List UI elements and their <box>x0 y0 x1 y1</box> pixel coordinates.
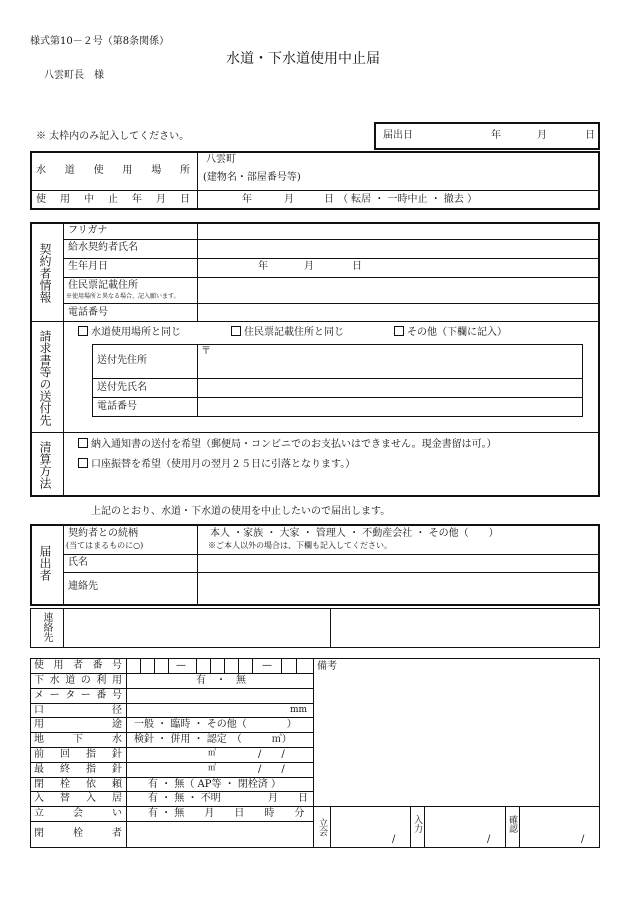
stop-month-label: 月 <box>284 194 294 205</box>
column-divider <box>126 658 127 848</box>
diameter-unit: mm <box>290 705 308 715</box>
checkbox[interactable] <box>394 326 404 336</box>
liaison-block <box>30 608 600 648</box>
prev-reading-label: 前 回 指 針 <box>34 749 122 760</box>
relation-warning: ※ご本人以外の場合は、下欄も記入してください。 <box>208 541 392 550</box>
billing-option-other[interactable]: その他（下欄に記入） <box>394 326 507 338</box>
row-divider <box>30 806 600 807</box>
row-divider <box>30 717 313 718</box>
prev-reading-date: / / <box>258 749 285 760</box>
submission-month-label: 月 <box>537 130 547 141</box>
building-note: (建物名・部屋番号等) <box>203 172 301 183</box>
purpose-value[interactable]: 一般 ・ 臨時 ・ その他（ ） <box>134 719 297 730</box>
section-divider <box>30 432 600 433</box>
statement-text: 上記のとおり、水道・下水道の使用を中止したいので届出します。 <box>91 506 391 517</box>
dest-phone-label: 電話番号 <box>97 401 137 412</box>
filer-contact-input[interactable] <box>199 574 597 604</box>
sewer-value[interactable]: 有 ・ 無 <box>196 675 246 686</box>
closing-request-value[interactable]: 有 ・ 無（ AP等 ・ 閉栓済 ） <box>148 779 282 790</box>
dest-phone-input[interactable] <box>199 399 580 415</box>
row-divider <box>63 572 600 573</box>
payment-option-invoice[interactable]: 納入通知書の送付を希望（郵便局・コンビニでのお支払いはできません。現金書留は可。） <box>78 438 497 450</box>
label-column-divider <box>63 608 64 648</box>
stamp-divider <box>330 806 331 848</box>
payment-section-label: 清算方法 <box>38 441 52 489</box>
row-divider <box>30 673 313 674</box>
user-number-dash: — <box>262 660 272 671</box>
user-number-label: 使 用 者 番 号 <box>34 660 122 671</box>
stamp-slash: / <box>581 834 585 845</box>
dest-name-input[interactable] <box>199 380 580 396</box>
stop-date-label: 使 用 中 止 年 月 日 <box>36 194 190 205</box>
row-divider <box>30 732 313 733</box>
dest-address-label: 送付先住所 <box>97 355 147 366</box>
filer-section-label: 届出者 <box>38 545 52 581</box>
final-reading-label: 最 終 指 針 <box>34 764 122 775</box>
stop-reason-options[interactable]: （ 転居 ・ 一時中止 ・ 撤去 ） <box>338 194 478 205</box>
location-label: 水 道 使 用 場 所 <box>36 165 190 176</box>
closing-request-label: 閉 栓 依 頼 <box>34 779 122 790</box>
digit-cell-divider <box>196 658 197 673</box>
billing-section-label: 請求書等の送付先 <box>38 330 52 426</box>
birth-year-label: 年 <box>258 261 268 272</box>
stop-day-label: 日 <box>324 194 334 205</box>
furigana-label: フリガナ <box>68 225 108 236</box>
submission-day-label: 日 <box>585 130 595 141</box>
relation-note: (当てはまるものに○) <box>66 541 144 550</box>
row-divider <box>63 554 600 555</box>
checkbox[interactable] <box>78 326 88 336</box>
contract-name-label: 給水契約者氏名 <box>68 242 138 253</box>
digit-cell-divider <box>210 658 211 673</box>
remarks-label: 備考 <box>317 661 337 672</box>
closer-label: 閉 栓 者 <box>34 828 122 839</box>
town-name: 八雲町 <box>206 154 236 165</box>
row-divider <box>92 378 583 379</box>
building-input[interactable] <box>320 170 596 188</box>
checkbox[interactable] <box>231 326 241 336</box>
row-divider <box>30 821 313 822</box>
row-divider <box>63 277 600 278</box>
digit-cell-divider <box>252 658 253 673</box>
phone-input[interactable] <box>199 305 597 320</box>
stamp-witness-label: 立会 <box>317 818 327 836</box>
dest-name-label: 送付先氏名 <box>97 382 147 393</box>
move-in-value[interactable]: 有 ・ 無 ・ 不明 <box>148 793 221 804</box>
move-in-label: 入 替 入 居 <box>34 793 122 804</box>
relation-options[interactable]: 本人 ・家族 ・ 大家 ・ 管理人 ・ 不動産会社 ・ その他（ ） <box>210 528 499 539</box>
column-divider <box>197 151 198 210</box>
submission-year-label: 年 <box>491 130 501 141</box>
row-divider <box>30 190 600 191</box>
groundwater-value[interactable]: 検針 ・ 併用 ・ 認定 （ ㎥） <box>134 734 292 745</box>
billing-option-same-location[interactable]: 水道使用場所と同じ <box>78 326 181 338</box>
instruction-text: ※ 太枠内のみ記入してください。 <box>36 131 190 142</box>
stamp-input-label: 入力 <box>412 815 422 833</box>
stamp-divider <box>424 806 425 848</box>
liaison-label: 連絡先 <box>41 612 52 642</box>
billing-option-same-address[interactable]: 住民票記載住所と同じ <box>231 326 344 338</box>
column-divider <box>330 608 331 648</box>
phone-label: 電話番号 <box>68 307 108 318</box>
final-reading-date: / / <box>258 764 285 775</box>
relation-label: 契約者との続柄 <box>68 528 138 539</box>
column-divider <box>197 344 198 417</box>
column-divider <box>313 658 314 848</box>
stamp-slash: / <box>392 834 396 845</box>
witness-value[interactable]: 有 ・ 無 月 日 時 分 <box>148 808 305 819</box>
checkbox[interactable] <box>78 458 88 468</box>
row-divider <box>63 303 600 304</box>
label-column-divider <box>63 222 64 497</box>
form-title: 水道・下水道使用中止届 <box>226 51 380 67</box>
filer-name-input[interactable] <box>199 556 597 571</box>
groundwater-label: 地 下 水 <box>34 734 122 745</box>
diameter-label: 口 径 <box>34 705 122 716</box>
address-input[interactable] <box>199 279 597 301</box>
stamp-divider <box>410 806 411 848</box>
stamp-divider <box>505 806 506 848</box>
row-divider <box>30 762 313 763</box>
user-number-dash: — <box>176 660 186 671</box>
stop-year-label: 年 <box>242 194 252 205</box>
birth-day-label: 日 <box>352 261 362 272</box>
row-divider <box>30 747 313 748</box>
row-divider <box>30 688 313 689</box>
stamp-confirm-label: 確認 <box>507 815 517 833</box>
digit-cell-divider <box>238 658 239 673</box>
postal-mark: 〒 <box>201 346 211 357</box>
row-divider <box>30 777 313 778</box>
digit-cell-divider <box>224 658 225 673</box>
birth-label: 生年月日 <box>68 261 108 272</box>
digit-cell-divider <box>140 658 141 673</box>
label-column-divider <box>63 524 64 606</box>
addressee: 八雲町長 様 <box>44 70 104 81</box>
final-reading-unit: ㎥ <box>208 763 216 772</box>
dest-address-input[interactable] <box>214 346 580 376</box>
section-divider <box>30 321 600 322</box>
form-number: 様式第10－２号（第8条関係） <box>30 36 170 47</box>
filer-contact-label: 連絡先 <box>68 581 98 592</box>
row-divider <box>92 397 583 398</box>
sewer-label: 下 水 道 の 利 用 <box>34 675 122 686</box>
checkbox[interactable] <box>78 438 88 448</box>
row-divider <box>30 791 313 792</box>
digit-cell-divider <box>296 658 297 673</box>
stamp-divider <box>519 806 520 848</box>
payment-option-debit[interactable]: 口座振替を希望（使用月の翌月２５日に引落となります。） <box>78 458 355 470</box>
address-note: ※使用場所と異なる場合、記入願います。 <box>66 293 180 300</box>
contract-section-label: 契約者情報 <box>38 243 52 303</box>
meter-label: メ ー タ ー 番 号 <box>34 690 122 701</box>
prev-reading-unit: ㎥ <box>208 748 216 757</box>
address-label: 住民票記載住所 <box>68 280 138 291</box>
furigana-input[interactable] <box>199 224 597 238</box>
row-divider <box>30 703 313 704</box>
contract-name-input[interactable] <box>199 241 597 257</box>
digit-cell-divider <box>154 658 155 673</box>
column-divider <box>197 222 198 321</box>
stamp-slash: / <box>487 834 491 845</box>
move-in-date: 月 日 <box>268 793 308 804</box>
row-divider <box>63 258 600 259</box>
purpose-label: 用 途 <box>34 719 122 730</box>
row-divider <box>63 239 600 240</box>
submission-date-label: 届出日 <box>383 130 413 141</box>
digit-cell-divider <box>281 658 282 673</box>
column-divider <box>197 524 198 606</box>
filer-name-label: 氏名 <box>68 557 88 568</box>
digit-cell-divider <box>168 658 169 673</box>
birth-month-label: 月 <box>304 261 314 272</box>
witness-label: 立 会 い <box>34 808 122 819</box>
